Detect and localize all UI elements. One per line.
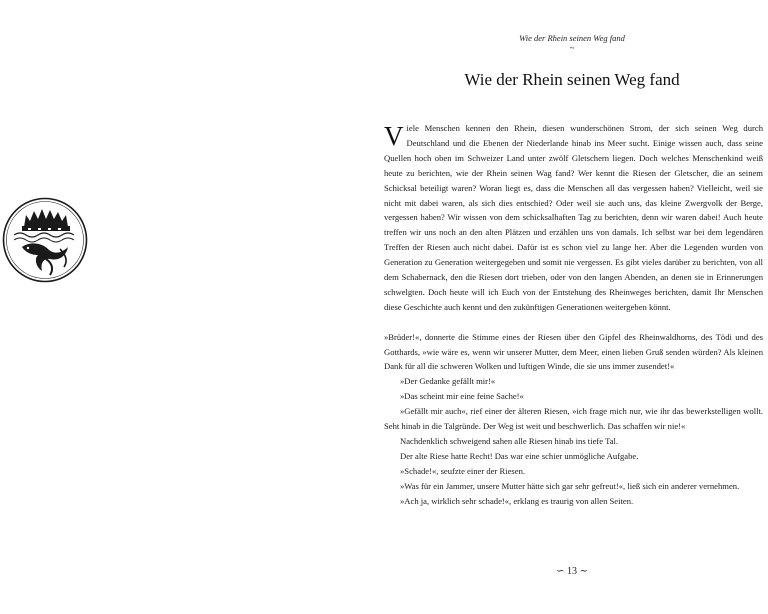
dialogue-paragraph: »Ach ja, wirklich sehr schade!«, erklang es traurig von allen Seiten. <box>400 495 634 506</box>
dialogue-paragraph: »Gefällt mir auch«, rief einer der älteren Riesen, »ich frage mich nur, wie ihr das bewerkstelligen wollt. Seht hinab in die Talgründe. Der Weg ist weit und beschwerlich. Das schaffen wir nie!« <box>384 406 763 432</box>
chapter-title: Wie der Rhein seinen Weg fand <box>464 70 680 89</box>
running-head: Wie der Rhein seinen Weg fand <box>519 33 625 43</box>
paragraph-spacer <box>384 315 763 330</box>
dialogue-paragraph: Nachdenklich schweigend sahen alle Riesen hinab ins tiefe Tal. <box>400 436 619 447</box>
crest-emblem-icon <box>2 197 88 283</box>
drop-cap: V <box>384 121 404 151</box>
right-page <box>384 0 768 614</box>
dialogue-paragraph: »Der Gedanke gefällt mir!« <box>400 376 496 387</box>
dialogue-paragraph: Der alte Riese hatte Recht! Das war eine schier unmögliche Aufgabe. <box>400 450 639 461</box>
dialogue-paragraph: »Was für ein Jammer, unsere Mutter hätte sich gar sehr gefreut!«, ließ sich ein anderer vernehmen. <box>400 480 740 491</box>
dialogue-paragraph: »Schade!«, seufzte einer der Riesen. <box>400 465 526 476</box>
dialogue-paragraph: »Brüder!«, donnerte die Stimme eines der Riesen über den Gipfel des Rheinwaldhorns, des Tödi und des Gotthards, »wie wäre es, wenn wir unserer Mutter, dem Meer, einen lieben Gruß senden würden? Als kleinen Dank für all die schweren Wolken und luftigen Winde, die sie uns immer zusendet!« <box>384 331 763 372</box>
opening-paragraph-text: iele Menschen kennen den Rhein, diesen wunderschönen Strom, der sich seinen Weg durch Deutschland und die Ebenen der Niederlande hinab ins Meer sucht. Einige wissen auch, dass seine Quellen hoch oben im Schweizer Land unter zwölf Gletschern liegen. Doch welches Menschenkind weiß heute zu berichten, wie der Rhein seinen Wag fand? Wer kennt die Riesen der Gletscher, die an seinem Schicksal beteiligt waren? Woran liegt es, dass die Menschen all das vergessen haben? Vielleicht, weil sie nicht mit dabei waren, als sich dies entschied? Oder weil sie auch uns, das kleine Zwergvolk der Berge, vergessen haben? Wir wissen von dem schicksalhaften Tag zu berichten, denn wir waren dabei! Auch heute treffen wir uns noch an den alten Plätzen und erzählen uns von damals. Ich selbst war bei dem legendären Treffen der Riesen auch nicht dabei. Dafür ist es schon viel zu lange her. Aber die Legenden wurden von Generation zu Generation weitergegeben und somit nie vergessen. Es gibt vieles darüber zu berichten, von all dem Schabernack, den die Riesen dort trieben, oder von den langen Abenden, an denen sie in Erinnerungen schwelgten. Doch heute will ich Euch von der Entstehung des Rheinweges berichten, damit Ihr Menschen diese Geschichte auch kennt und den zukünftigen Generationen weitergeben könnt. <box>384 123 763 312</box>
running-head-ornament: ~ <box>569 43 575 53</box>
dialogue-paragraph: »Das scheint mir eine feine Sache!« <box>400 391 524 402</box>
page-number: ∽ 13 ∼ <box>556 566 588 577</box>
opening-paragraph <box>384 121 763 315</box>
body-text <box>384 121 763 509</box>
